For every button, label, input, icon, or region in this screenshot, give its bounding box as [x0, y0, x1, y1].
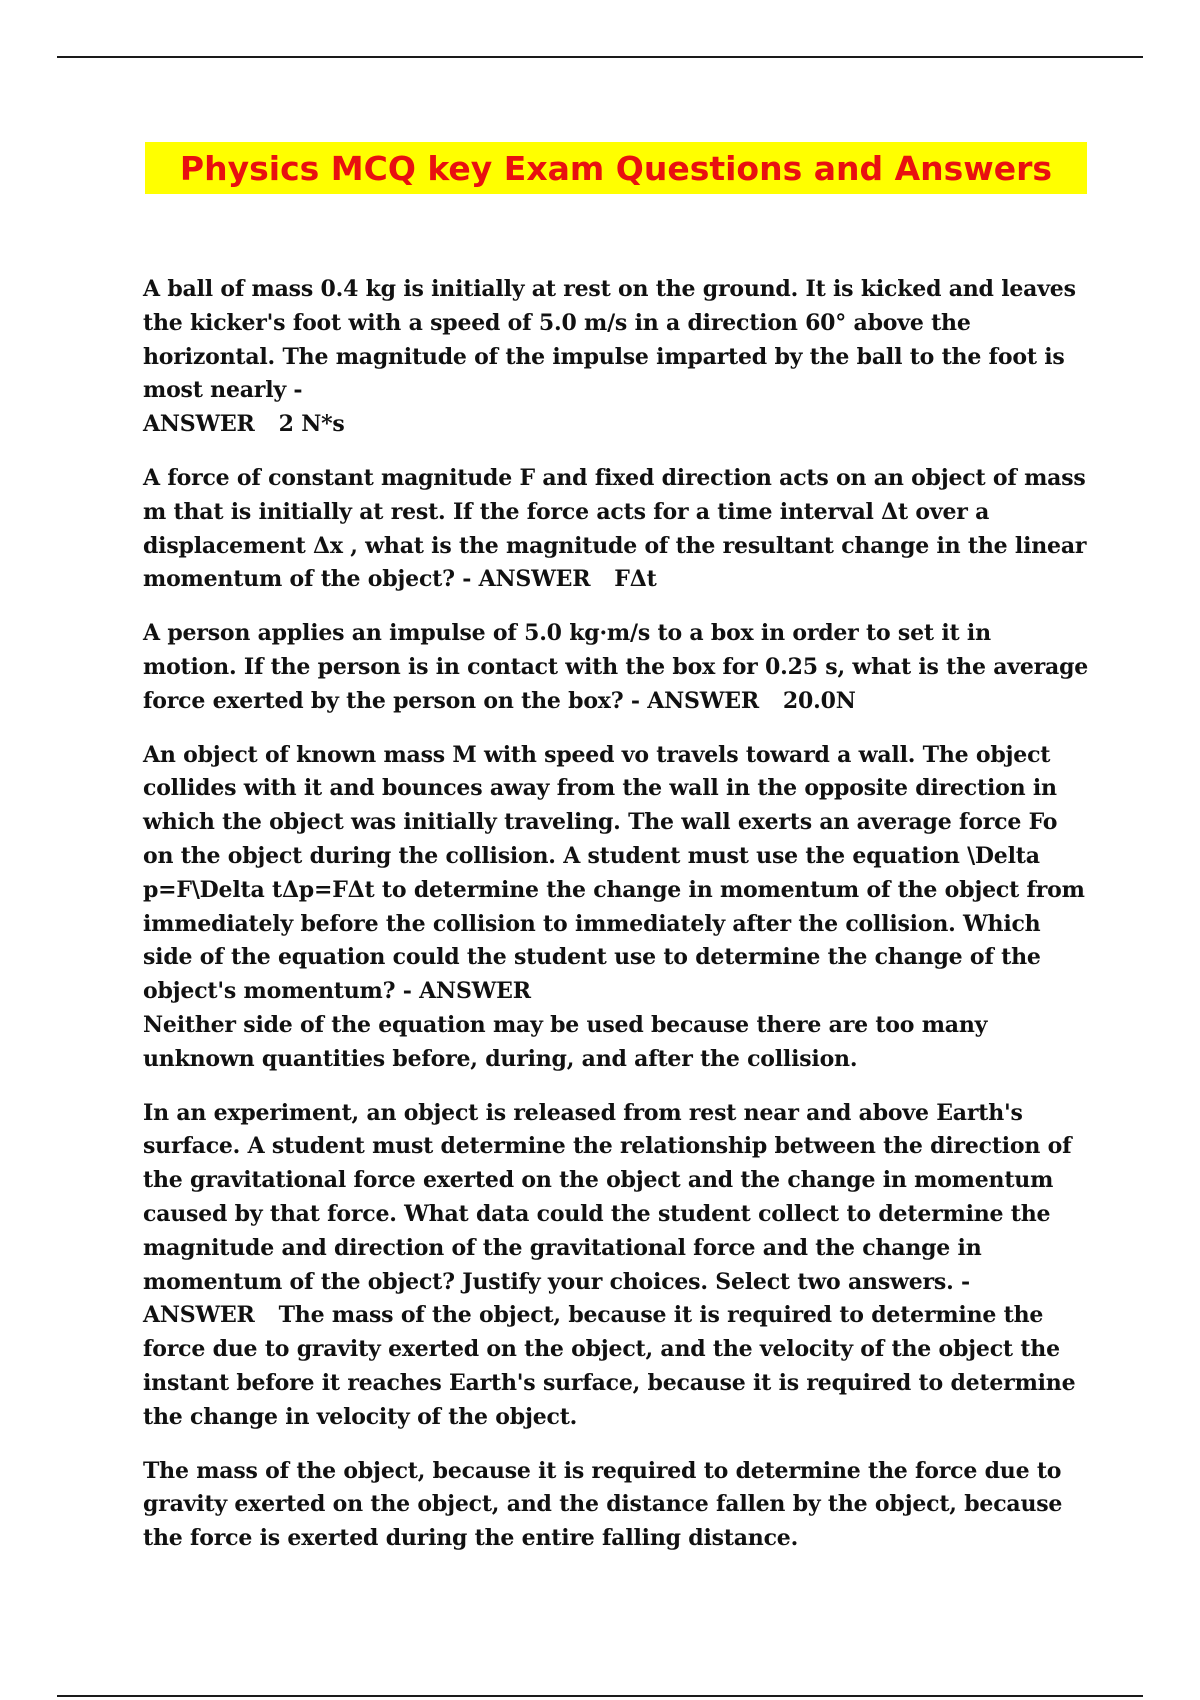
qa-item-1: [143, 273, 1091, 442]
answer-label: ANSWER: [419, 978, 531, 1005]
answer-label: ANSWER: [143, 411, 255, 438]
answer-label: ANSWER: [647, 687, 759, 714]
bottom-rule: [57, 1695, 1143, 1697]
title-highlight: [145, 142, 1087, 194]
qa-list: [143, 273, 1091, 1576]
qa-item-3: [143, 617, 1091, 718]
top-rule: [57, 56, 1143, 58]
answer-label: ANSWER: [478, 566, 591, 593]
answer-text: 2 N*s: [278, 411, 345, 438]
qa-item-4: [143, 739, 1091, 1077]
answer-text: 20.0N: [782, 687, 856, 714]
qa-item-2: [143, 462, 1091, 597]
qa-item-5: [143, 1097, 1091, 1435]
answer-continuation: The mass of the object, because it is required to determine the force due to gravity exerted on the object, and the distance fallen by the object, because the force is exerted during the entire falling distance.: [143, 1457, 1063, 1552]
page-title: Physics MCQ key Exam Questions and Answers: [179, 148, 1053, 188]
answer-label: ANSWER: [143, 1302, 255, 1329]
question-text: A force of constant magnitude F and fixed direction acts on an object of mass m that is initially at rest. If the force acts for a time interval Δt over a displacement Δx , what is the magnitude of the resultant change in the linear momentum of the object? -: [143, 464, 1087, 593]
answer-text: The mass of the object, because it is required to determine the force due to gravity exerted on the object, and the velocity of the object the instant before it reaches Earth's surface, because it is required to determine the change in velocity of the object.: [143, 1302, 1076, 1430]
answer-text: FΔt: [614, 566, 657, 593]
question-text: A person applies an impulse of 5.0 kg·m/s to a box in order to set it in motion. If the person is in contact with the box for 0.25 s, what is the average force exerted by the person on the box? -: [143, 620, 1089, 714]
question-text: A ball of mass 0.4 kg is initially at rest on the ground. It is kicked and leaves the kicker's foot with a speed of 5.0 m/s in a direction 60° above the horizontal. The magnitude of the impulse imparted by the ball to the foot is most nearly -: [143, 276, 1076, 404]
answer-text: Neither side of the equation may be used because there are too many unknown quantities before, during, and after the collision.: [143, 1011, 988, 1072]
question-text: An object of known mass M with speed vo travels toward a wall. The object collides with it and bounces away from the wall in the opposite direction in which the object was initially traveling. The wall exerts an average force Fo on the object during the collision. A student must use the equation \Delta p=F\Delta tΔp=FΔt to determine the change in momentum of the object from immediately before the collision to immediately after the collision. Which side of the equation could the student use to determine the change of the object's momentum? -: [143, 741, 1085, 1005]
question-text: In an experiment, an object is released from rest near and above Earth's surface. A student must determine the relationship between the direction of the gravitational force exerted on the object and the change in momentum caused by that force. What data could the student collect to determine the magnitude and direction of the gravitational force and the change in momentum of the object? Justify your choices. Select two answers. -: [143, 1099, 1072, 1295]
